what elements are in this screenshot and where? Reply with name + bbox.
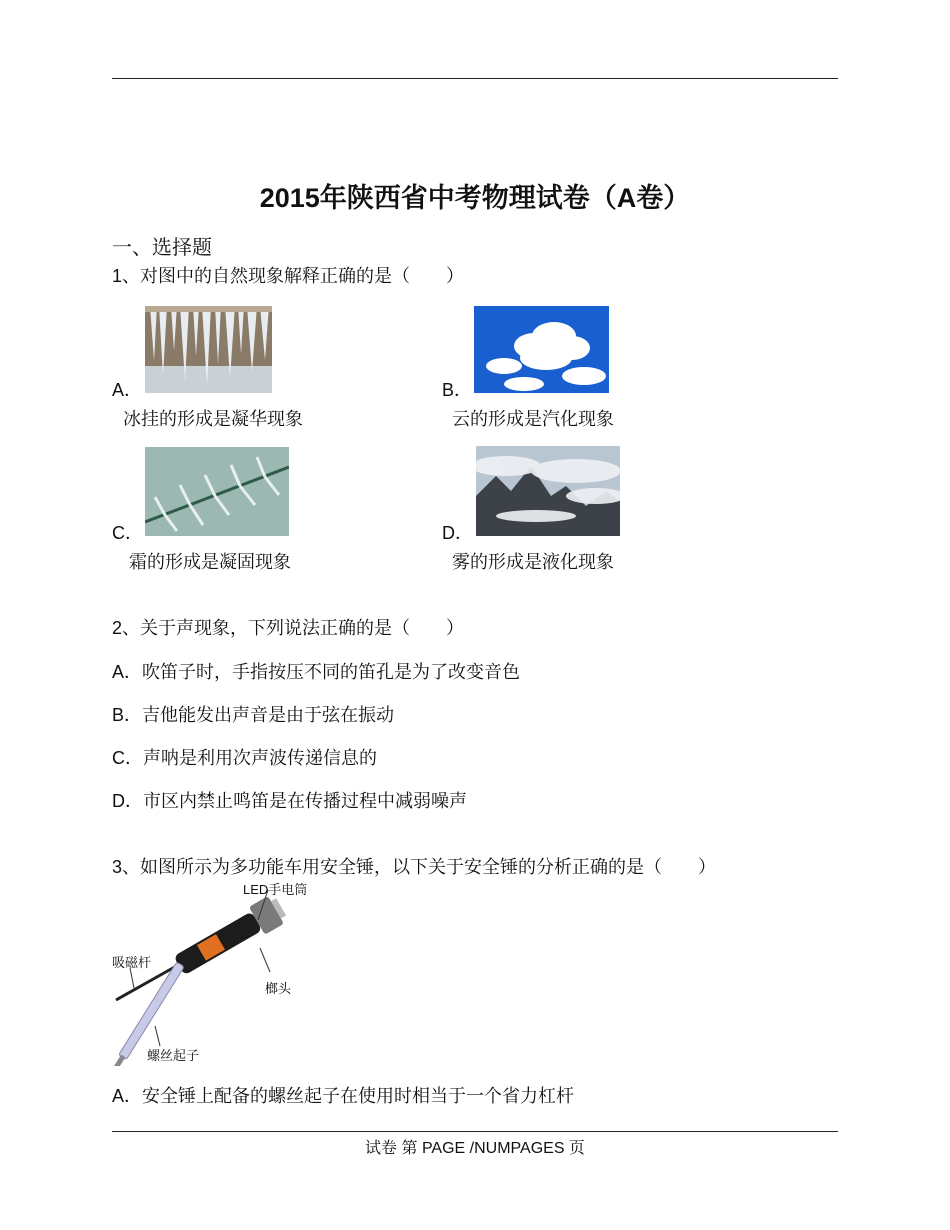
- q1-option-c-caption: 霜的形成是凝固现象: [129, 552, 291, 572]
- footer-rule: [112, 1131, 838, 1132]
- q3-option-a: A．安全锤上配备的螺丝起子在使用时相当于一个省力杠杆: [112, 1086, 575, 1106]
- label-led-flashlight: LED手电筒: [243, 882, 308, 897]
- safety-hammer-figure: [110, 876, 330, 1066]
- q1-option-b-caption: 云的形成是汽化现象: [452, 409, 614, 429]
- q1-option-b-letter: B．: [442, 380, 473, 400]
- section-heading: 一、选择题: [112, 237, 212, 259]
- question-3-stem: 3、如图所示为多功能车用安全锤，以下关于安全锤的分析正确的是（ ）: [112, 857, 717, 877]
- q2-option-a: A．吹笛子时，手指按压不同的笛孔是为了改变音色: [112, 662, 521, 682]
- label-hammer-head: 榔头: [265, 981, 292, 996]
- clouds-image: [474, 306, 609, 393]
- header-rule: [112, 78, 838, 79]
- q2-option-c: C．声呐是利用次声波传递信息的: [112, 748, 377, 768]
- icicles-image: [145, 306, 272, 393]
- fog-mountain-image: [476, 446, 620, 536]
- q2-option-d: D．市区内禁止鸣笛是在传播过程中减弱噪声: [112, 791, 467, 811]
- q1-option-d-letter: D．: [442, 523, 473, 543]
- q1-option-a-letter: A．: [112, 380, 143, 400]
- q2-option-b: B．吉他能发出声音是由于弦在振动: [112, 705, 395, 725]
- question-2-stem: 2、关于声现象，下列说法正确的是（ ）: [112, 618, 465, 638]
- frost-image: [145, 447, 289, 536]
- page-title: 2015年陕西省中考物理试卷（A卷）: [259, 183, 691, 213]
- label-screwdriver: 螺丝起子: [147, 1048, 200, 1063]
- q1-option-c-letter: C．: [112, 523, 143, 543]
- page-footer: 试卷 第 PAGE /NUMPAGES 页: [365, 1140, 585, 1157]
- label-magnet-rod: 吸磁杆: [112, 955, 152, 970]
- q1-option-d-caption: 雾的形成是液化现象: [452, 552, 614, 572]
- question-1-stem: 1、对图中的自然现象解释正确的是（ ）: [112, 266, 465, 286]
- q1-option-a-caption: 冰挂的形成是凝华现象: [123, 409, 303, 429]
